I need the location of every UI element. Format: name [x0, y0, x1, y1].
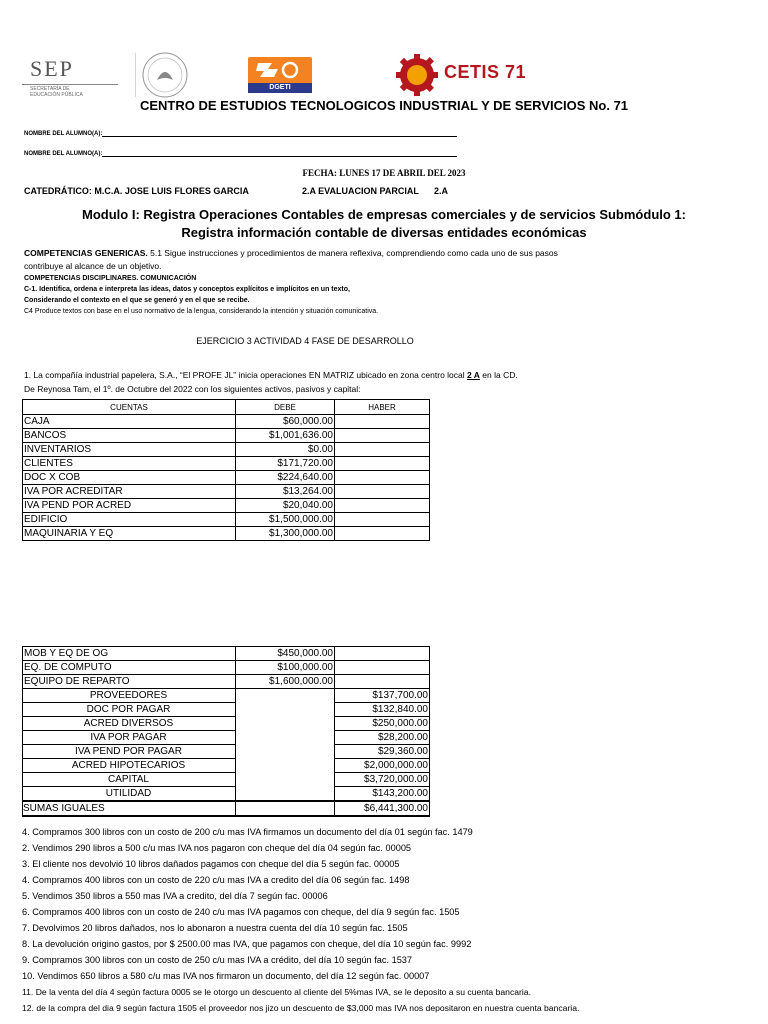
- haber-cell: $132,840.00: [335, 703, 430, 717]
- haber-cell: [335, 485, 430, 499]
- debe-cell: [236, 759, 335, 773]
- account-name: INVENTARIOS: [23, 443, 236, 457]
- account-name: SUMAS IGUALES: [23, 801, 236, 816]
- problem-statement: 1. La compañía industrial papelera, S.A., “El PROFE JL” inicia operaciones EN MATRIZ ubicado en zona centro local 2 A en la CD. De Reynosa Tam, el 1º. de Octubre del 2022 con los siguientes activos, pasivos y capital:: [24, 370, 518, 394]
- haber-cell: [335, 675, 430, 689]
- table-row: [23, 661, 430, 675]
- dgeti-emblem-icon: [248, 57, 312, 83]
- account-name: MOB Y EQ DE OG: [23, 647, 236, 661]
- debe-cell: $1,600,000.00: [236, 675, 335, 689]
- account-name: IVA PEND POR ACRED: [23, 499, 236, 513]
- debe-cell: $60,000.00: [236, 415, 335, 429]
- haber-cell: [335, 499, 430, 513]
- account-name: UTILIDAD: [23, 787, 236, 802]
- account-name: IVA PEND POR PAGAR: [23, 745, 236, 759]
- account-name: MAQUINARIA Y EQ: [23, 527, 236, 541]
- fecha: FECHA: LUNES 17 DE ABRIL DEL 2023: [302, 168, 466, 178]
- haber-cell: $250,000.00: [335, 717, 430, 731]
- table-row: [23, 759, 430, 773]
- cetis-logo-text: CETIS 71: [444, 62, 527, 82]
- modulo-heading: Modulo I: Registra Operaciones Contables de empresas comerciales y de servicios Submódulo 1: Registra información contable de diversas entidades económicas: [82, 207, 686, 240]
- account-name: DOC POR PAGAR: [23, 703, 236, 717]
- alumno-line-2: NOMBRE DEL ALUMNO(A):: [24, 150, 457, 157]
- debe-cell: [236, 703, 335, 717]
- table-row: [23, 415, 430, 429]
- haber-cell: [335, 513, 430, 527]
- mexico-seal-icon: [135, 50, 195, 100]
- dgeti-logo: DGETI: [248, 57, 312, 93]
- debe-cell: $100,000.00: [236, 661, 335, 675]
- haber-cell: [335, 471, 430, 485]
- debe-cell: $1,300,000.00: [236, 527, 335, 541]
- list-item: 5. Vendimos 350 libros a 550 mas IVA a credito, del día 7 según fac. 00006: [22, 891, 328, 901]
- table-row: [23, 731, 430, 745]
- table-row: [23, 703, 430, 717]
- list-item: 3. El cliente nos devolvió 10 libros dañados pagamos con cheque del día 5 según fac. 00005: [22, 859, 400, 869]
- debe-cell: $1,001,636.00: [236, 429, 335, 443]
- haber-cell: [335, 661, 430, 675]
- haber-cell: $28,200.00: [335, 731, 430, 745]
- account-name: CAJA: [23, 415, 236, 429]
- table-row: [23, 443, 430, 457]
- table-row: [23, 745, 430, 759]
- sep-logo: SEP SECRETARÍA DE EDUCACIÓN PÚBLICA: [22, 52, 122, 100]
- list-item: 9. Compramos 300 libros con un costo de 250 c/u mas IVA a crédito, del día 10 según fac. 1537: [22, 955, 413, 965]
- haber-cell: [335, 443, 430, 457]
- haber-cell: $143,200.00: [335, 787, 430, 802]
- haber-cell: [335, 457, 430, 471]
- table-row: [23, 499, 430, 513]
- debe-cell: [236, 689, 335, 703]
- debe-cell: [236, 801, 335, 816]
- debe-cell: [236, 745, 335, 759]
- debe-cell: $0.00: [236, 443, 335, 457]
- table-row: [23, 527, 430, 541]
- table-row: [23, 457, 430, 471]
- debe-cell: $224,640.00: [236, 471, 335, 485]
- account-name: CAPITAL: [23, 773, 236, 787]
- ejercicio-title: EJERCICIO 3 ACTIVIDAD 4 FASE DE DESARROLLO: [196, 336, 414, 346]
- table-row: [23, 787, 430, 802]
- haber-cell: $6,441,300.00: [335, 801, 430, 816]
- account-name: CLIENTES: [23, 457, 236, 471]
- list-item: 8. La devolución origino gastos, por $ 2500.00 mas IVA, que pagamos con cheque, del día 10 según fac. 9992: [22, 939, 472, 949]
- haber-cell: [335, 527, 430, 541]
- table-row: [23, 471, 430, 485]
- table-row: [23, 773, 430, 787]
- account-name: DOC X COB: [23, 471, 236, 485]
- debe-cell: [236, 787, 335, 802]
- list-item: 2. Vendimos 290 libros a 500 c/u mas IVA nos pagaron con cheque del día 04 según fac. 00005: [22, 843, 412, 853]
- haber-cell: [335, 429, 430, 443]
- table-row: [23, 485, 430, 499]
- list-item: 4. Compramos 300 libros con un costo de 200 c/u mas IVA firmamos un documento del día 01 según fac. 1479: [22, 827, 473, 837]
- account-name: EDIFICIO: [23, 513, 236, 527]
- accounts-table-2: [22, 646, 430, 817]
- table-row: [23, 801, 430, 816]
- haber-cell: $3,720,000.00: [335, 773, 430, 787]
- debe-cell: [236, 773, 335, 787]
- catedratico-line: CATEDRÁTICO: M.C.A. JOSE LUIS FLORES GARCIA 2.A EVALUACION PARCIAL 2.A: [24, 186, 449, 196]
- list-item: 12. de la compra del dia 9 según factura 1505 el proveedor nos jizo un descuento de $3,000 mas IVA nos depositaron en nuestra cuenta bancaria.: [22, 1003, 580, 1013]
- competencias: COMPETENCIAS GENERICAS. 5.1 Sigue instrucciones y procedimientos de manera reflexiva, comprendiendo como cada uno de sus pasos contribuye al alcance de un objetivo. COMPETENCIAS DISCIPLINARES. COMUNICACIÓN C-1. Identifica, ordena e interpreta las ideas, datos y conceptos explícitos e implícitos en un texto, Considerando el contexto en el que se generó y en el que se recibe. C4 Produce textos con base en el uso normativo de la lengua, considerando la intención y situación comunicativa.: [24, 248, 558, 315]
- debe-cell: [236, 717, 335, 731]
- table-row: [23, 675, 430, 689]
- account-name: PROVEEDORES: [23, 689, 236, 703]
- operations-list: [22, 824, 762, 1016]
- account-name: EQ. DE COMPUTO: [23, 661, 236, 675]
- haber-cell: $2,000,000.00: [335, 759, 430, 773]
- cetis-gear-icon: [396, 54, 438, 96]
- haber-cell: $137,700.00: [335, 689, 430, 703]
- table-header: CUENTAS DEBE HABER: [23, 400, 430, 415]
- account-name: ACRED HIPOTECARIOS: [23, 759, 236, 773]
- debe-cell: $171,720.00: [236, 457, 335, 471]
- list-item: 11. De la venta del día 4 según factura 0005 se le otorgo un descuento al cliente del 5%mas IVA, se le deposito a su cuenta bancaria.: [22, 987, 531, 997]
- account-name: IVA POR PAGAR: [23, 731, 236, 745]
- list-item: 6. Compramos 400 libros con un costo de 240 c/u mas IVA pagamos con cheque, del día 9 según fac. 1505: [22, 907, 460, 917]
- page-title: CENTRO DE ESTUDIOS TECNOLOGICOS INDUSTRIAL Y DE SERVICIOS No. 71: [139, 98, 629, 113]
- alumno-line-1: NOMBRE DEL ALUMNO(A):: [24, 130, 457, 137]
- debe-cell: $1,500,000.00: [236, 513, 335, 527]
- list-item: 7. Devolvimos 20 libros dañados, nos lo abonaron a nuestra cuenta del día 10 según fac. 1505: [22, 923, 408, 933]
- account-name: IVA POR ACREDITAR: [23, 485, 236, 499]
- list-item: 10. Vendimos 650 libros a 580 c/u mas IVA nos firmaron un documento, del día 12 según fac. 00007: [22, 971, 430, 981]
- account-name: EQUIPO DE REPARTO: [23, 675, 236, 689]
- debe-cell: $20,040.00: [236, 499, 335, 513]
- table-row: [23, 429, 430, 443]
- table-row: [23, 689, 430, 703]
- account-name: ACRED DIVERSOS: [23, 717, 236, 731]
- haber-cell: [335, 415, 430, 429]
- account-name: BANCOS: [23, 429, 236, 443]
- debe-cell: $13,264.00: [236, 485, 335, 499]
- list-item: 4. Compramos 400 libros con un costo de 220 c/u mas IVA a credito del día 06 según fac. 1498: [22, 875, 410, 885]
- haber-cell: $29,360.00: [335, 745, 430, 759]
- table-row: [23, 513, 430, 527]
- debe-cell: [236, 731, 335, 745]
- debe-cell: $450,000.00: [236, 647, 335, 661]
- accounts-table-1: [22, 399, 430, 541]
- table-row: [23, 717, 430, 731]
- haber-cell: [335, 647, 430, 661]
- table-row: [23, 647, 430, 661]
